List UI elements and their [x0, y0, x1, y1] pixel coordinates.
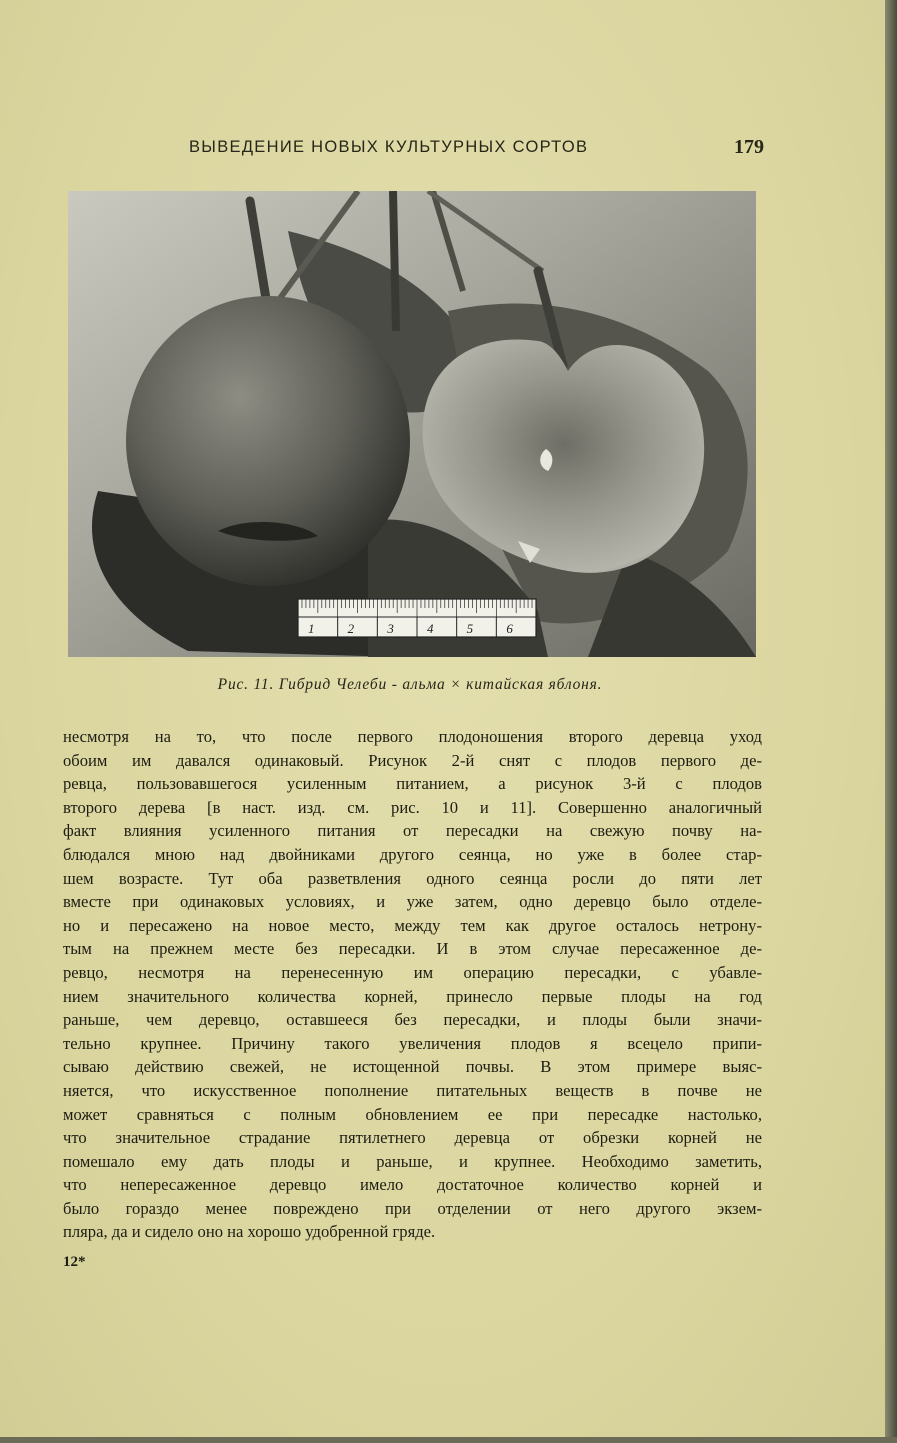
ruler-label: 4: [427, 621, 434, 636]
scale-ruler: [298, 599, 536, 637]
ruler-label: 6: [506, 621, 513, 636]
body-line: обоим им давался одинаковый. Рисунок 2-й снят с плодов первого де-: [63, 750, 762, 770]
body-line: нием значительного количества корней, принесло первые плоды на год: [63, 986, 762, 1006]
apple-photo: [68, 191, 756, 657]
body-line: тельно крупнее. Причину такого увеличения плодов я всецело припи-: [63, 1033, 762, 1053]
figure-caption: Рис. 11. Гибрид Челеби - альма × китайская яблоня.: [217, 676, 603, 693]
body-line: няется, что искусственное пополнение питательных веществ в почве не: [63, 1080, 762, 1100]
body-line: что непересаженное деревцо имело достаточное количество корней и: [63, 1175, 762, 1195]
body-line: блюдался мною над двойниками другого сеянца, но уже в более стар-: [63, 844, 762, 864]
signature-mark: 12*: [63, 1254, 86, 1270]
body-line: вместе при одинаковых условиях, и уже затем, одно деревцо было отделе-: [63, 892, 762, 912]
ruler-label: 3: [387, 621, 394, 636]
apple-photo-illustration: [68, 191, 756, 657]
body-line: пляра, да и сидело оно на хорошо удобренной гряде.: [63, 1222, 436, 1242]
ruler-label: 2: [347, 621, 355, 636]
body-line: несмотря на то, что после первого плодоношения второго деревца уход: [63, 727, 762, 746]
body-line: раньше, чем деревцо, оставшееся без пересадки, и плоды были значи-: [63, 1010, 762, 1030]
body-line: может сравняться с полным обновлением ее при пересадке настолько,: [63, 1104, 762, 1124]
body-text: [63, 725, 762, 1244]
body-line: ревца, пользовавшегося усиленным питанием, а рисунок 3-й с плодов: [63, 774, 762, 794]
page-header: [64, 138, 764, 162]
body-line: было гораздо менее повреждено при отделении от него другого экзем-: [63, 1198, 762, 1218]
page-number: 179: [734, 136, 764, 158]
body-line: тым на прежнем месте без пересадки. И в этом случае пересаженное де-: [63, 939, 762, 959]
body-line: шем возрасте. Тут оба разветвления одного сеянца росли до пяти лет: [63, 868, 762, 888]
body-line: помешало ему дать плоды и раньше, и крупнее. Необходимо заметить,: [63, 1151, 762, 1171]
body-line: второго дерева [в наст. изд. см. рис. 10 и 11]. Совершенно аналогичный: [63, 797, 762, 817]
body-line: но и пересажено на новое место, между тем как другое осталось нетрону-: [63, 915, 762, 935]
body-line: факт влияния усиленного питания от пересадки на свежую почву на-: [63, 821, 762, 841]
body-line: ревцо, несмотря на перенесенную им операцию пересадки, с убавле-: [63, 962, 762, 982]
scan-bottom-edge: [0, 1437, 897, 1443]
body-line: сываю действию свежей, не истощенной почвы. В этом примере выяс-: [63, 1057, 762, 1077]
body-line: что значительное страдание пятилетнего деревца от обрезки корней не: [63, 1128, 762, 1148]
scan-edge: [885, 0, 897, 1443]
ruler-label: 1: [308, 621, 315, 636]
ruler-label: 5: [466, 621, 474, 636]
running-title: ВЫВЕДЕНИЕ НОВЫХ КУЛЬТУРНЫХ СОРТОВ: [189, 138, 589, 156]
